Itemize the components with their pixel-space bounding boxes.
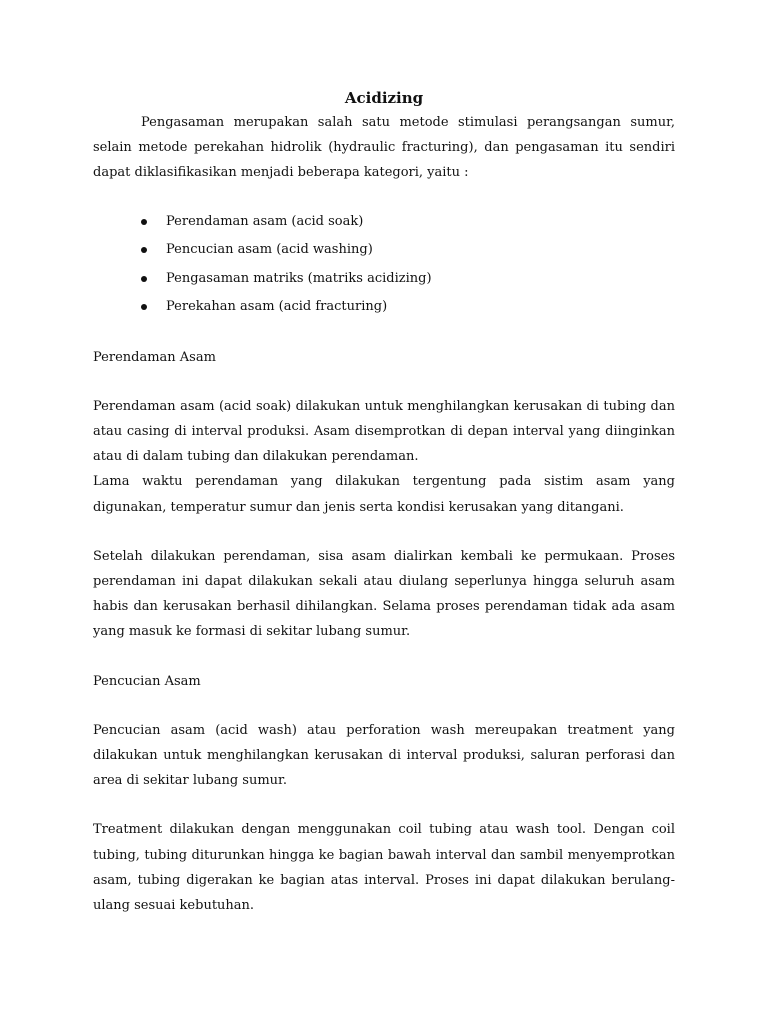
list-item-label: Pengasaman matriks (matriks acidizing) <box>166 270 432 286</box>
document-title: Acidizing <box>344 89 424 107</box>
section-heading-perendaman: Perendaman Asam <box>93 349 216 365</box>
intro-paragraph: Pengasaman merupakan salah satu metode stimulasi perangsangan sumur, selain metode perekahan hidrolik (hydraulic fracturing), dan pengasaman itu sendiri dapat diklasifikasikan menjadi beberapa kategori, yaitu : <box>93 115 675 181</box>
bullet-icon <box>141 304 147 310</box>
list-item <box>93 208 675 237</box>
perendaman-paragraph-1: Perendaman asam (acid soak) dilakukan untuk menghilangkan kerusakan di tubing dan atau casing di interval produksi. Asam disemprotkan di depan interval yang diinginkan atau di dalam tubing dan dilakukan perendaman. <box>93 398 675 465</box>
section-heading-pencucian: Pencucian Asam <box>93 673 201 689</box>
perendaman-paragraph-2: Lama waktu perendaman yang dilakukan tergentung pada sistim asam yang digunakan, temperatur sumur dan jenis serta kondisi kerusakan yang ditangani. <box>93 474 675 515</box>
list-item-label: Perendaman asam (acid soak) <box>166 213 364 229</box>
bullet-icon <box>141 247 147 253</box>
list-item <box>93 293 675 322</box>
pencucian-paragraph-1: Pencucian asam (acid wash) atau perforation wash mereupakan treatment yang dilakukan untuk menghilangkan kerusakan di interval produksi, saluran perforasi dan area di sekitar lubang sumur. <box>93 722 675 789</box>
perendaman-paragraph-3: Setelah dilakukan perendaman, sisa asam dialirkan kembali ke permukaan. Proses perendaman ini dapat dilakukan sekali atau diulang seperlunya hingga seluruh asam habis dan kerusakan berhasil dihilangkan. Selama proses perendaman tidak ada asam yang masuk ke formasi di sekitar lubang sumur. <box>93 548 675 640</box>
list-item <box>93 265 675 294</box>
list-item-label: Perekahan asam (acid fracturing) <box>166 299 388 315</box>
list-item <box>93 236 675 265</box>
list-item-label: Pencucian asam (acid washing) <box>166 242 373 258</box>
bullet-icon <box>141 276 147 282</box>
pencucian-paragraph-2: Treatment dilakukan dengan menggunakan coil tubing atau wash tool. Dengan coil tubing, tubing diturunkan hingga ke bagian bawah interval dan sambil menyemprotkan asam, tubing digerakan ke bagian atas interval. Proses ini dapat dilakukan berulang-ulang sesuai kebutuhan. <box>93 822 675 914</box>
document-body <box>93 86 675 918</box>
category-list <box>93 208 675 322</box>
bullet-icon <box>141 219 147 225</box>
